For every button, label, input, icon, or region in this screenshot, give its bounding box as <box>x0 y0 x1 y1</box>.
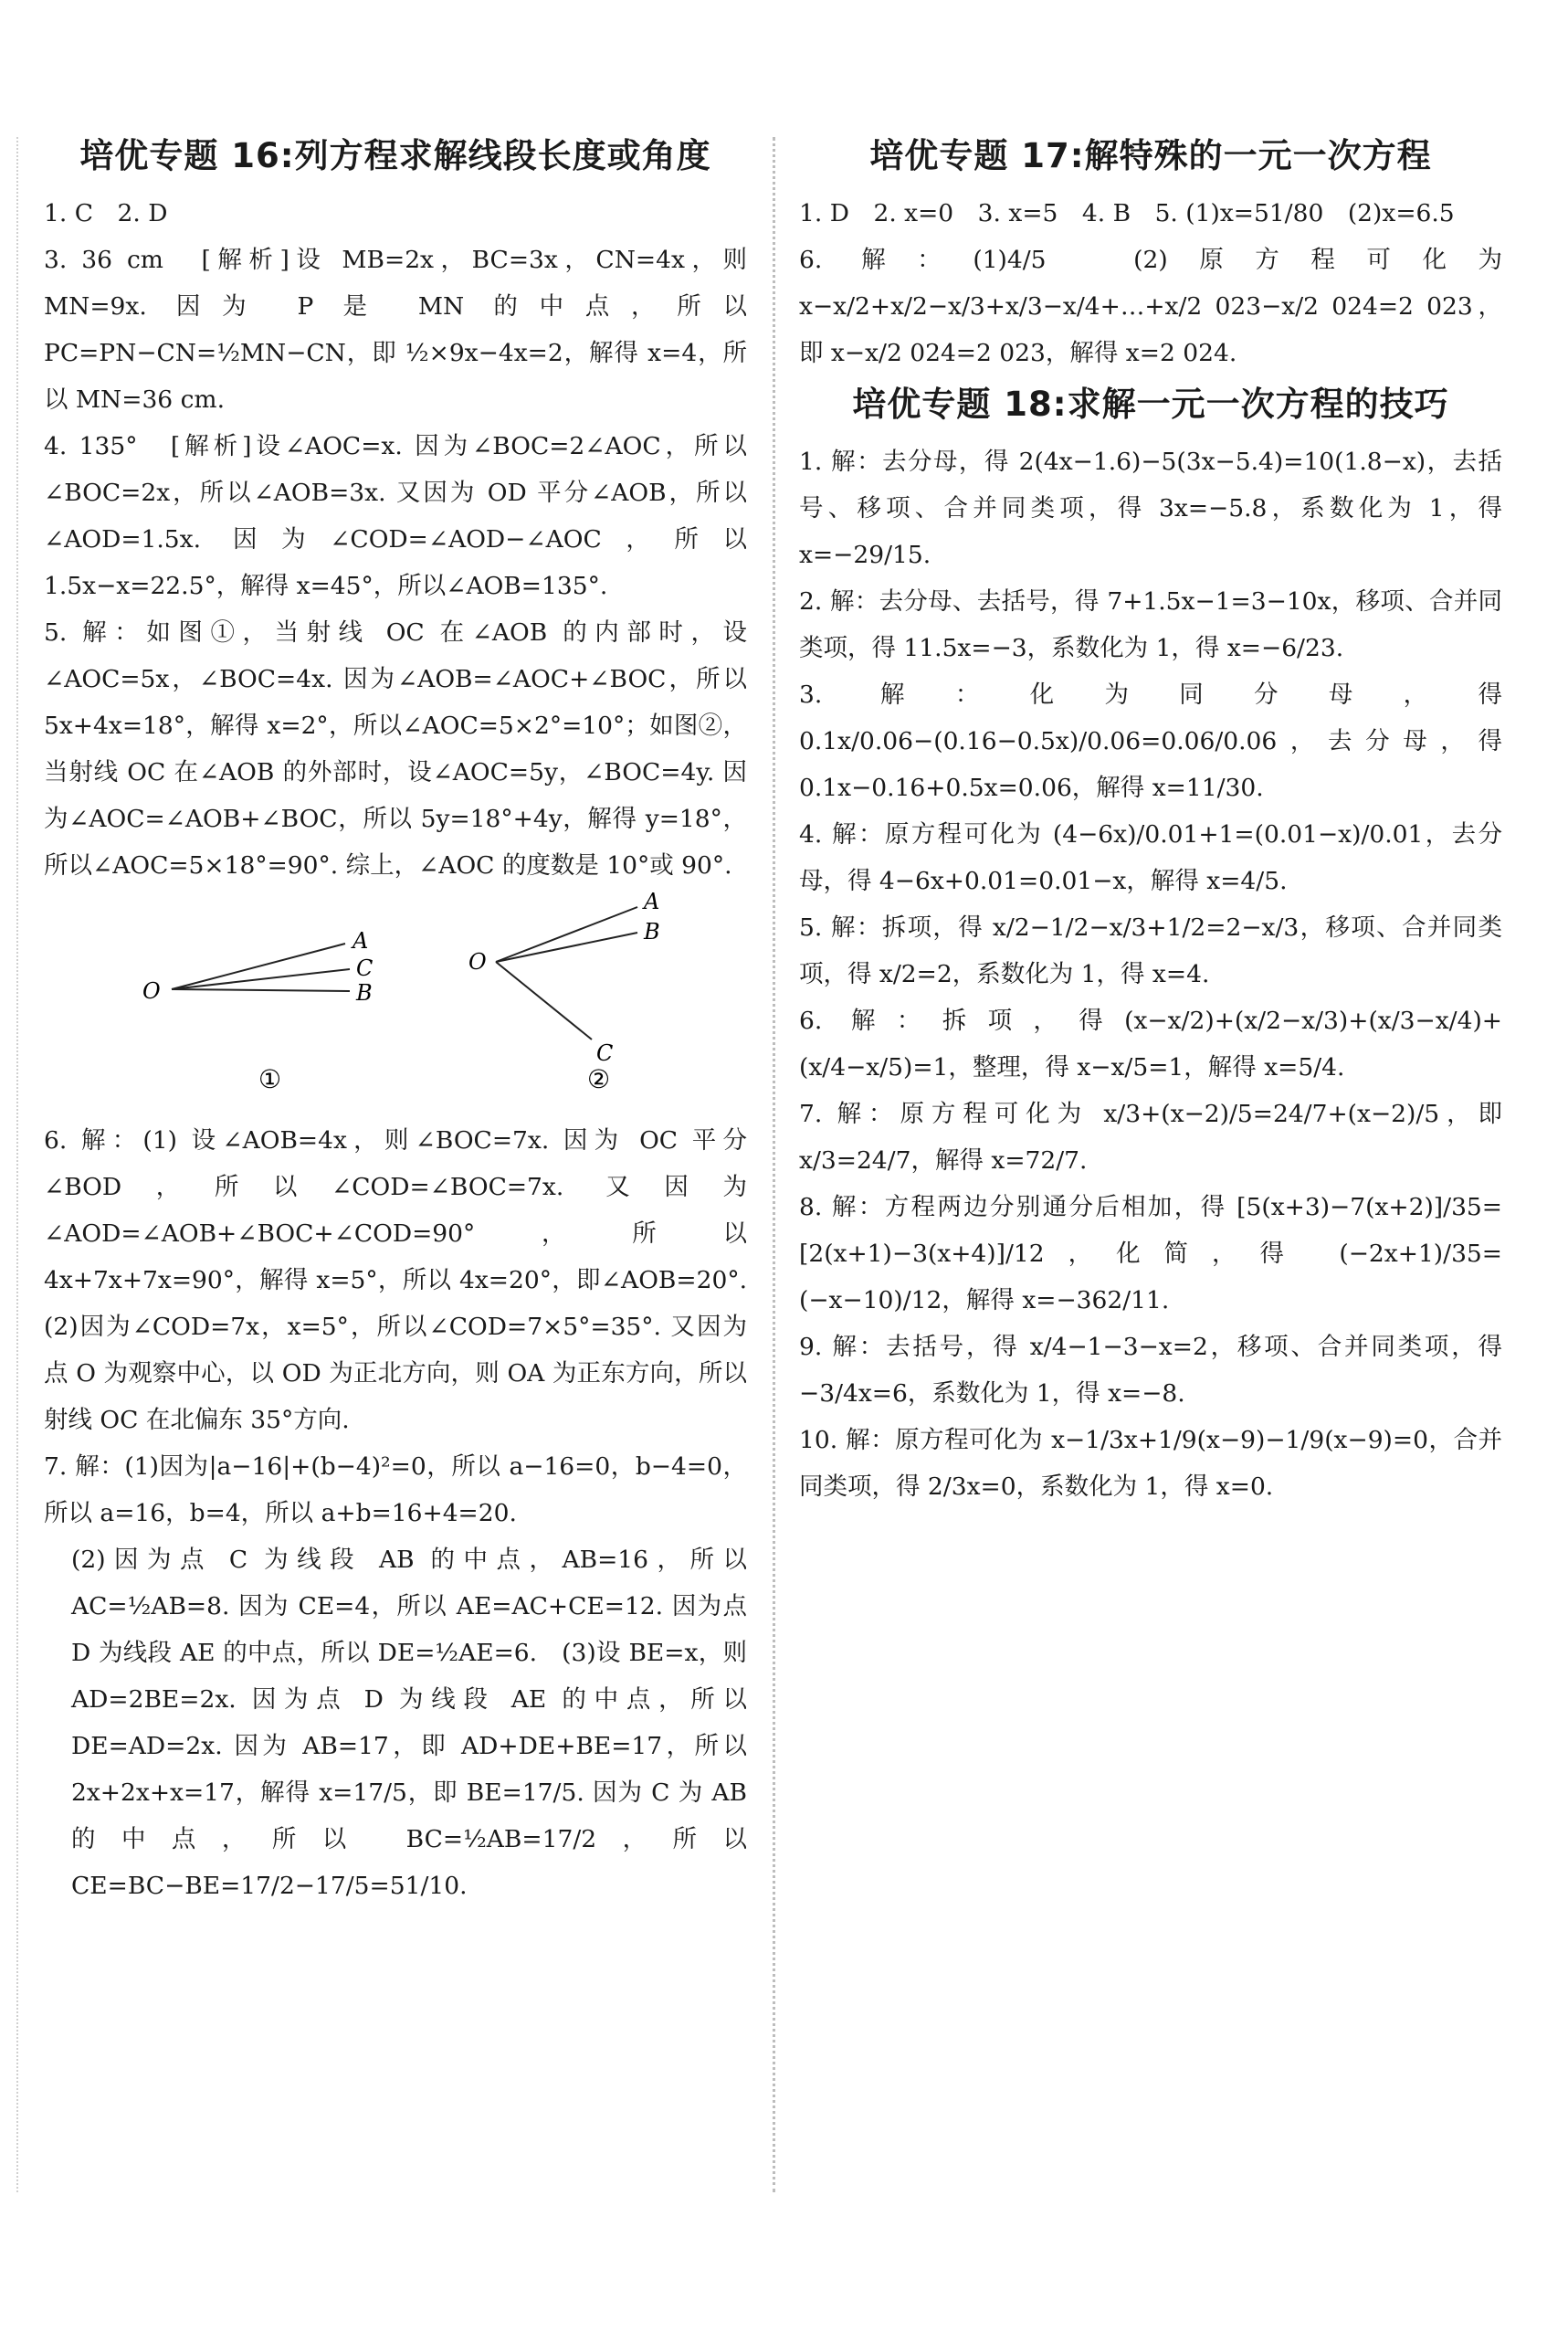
answer-item: 6. 解：(1) 设∠AOB=4x，则∠BOC=7x. 因为 OC 平分∠BOD，所以∠COD=∠BOC=7x. 又因为∠AOD=∠AOB+∠BOC+∠COD=90°，所以 4x+7x+7x=90°，解得 x=5°，所以 4x=20°，即∠AOB=20°. (2)因为∠COD=7x，x=5°，所以∠COD=7×5°=35°. 又因为点 O 为观察中心，以 OD 为正北方向，则 OA 为正东方向，所以射线 OC 在北偏东 35°方向. <box>44 1126 772 1434</box>
answer-item: 8. 解：方程两边分别通分后相加，得 [5(x+3)−7(x+2)]/35=[2(x+1)−3(x+4)]/12，化简，得 (−2x+1)/35=(−x−10)/12，解得 x=−362/11. <box>799 1193 1502 1314</box>
answer-item: 6. 解：(1)4/5 (2)原方程可化为 x−x/2+x/2−x/3+x/3−x/4+…+x/2 023−x/2 024=2 023，即 x−x/2 024=2 023，解得 x=2 024. <box>799 246 1502 367</box>
section-title-16: 培优专题 16:列方程求解线段长度或角度 <box>79 136 711 175</box>
label-c: C <box>356 955 374 981</box>
left-column <box>44 128 772 1909</box>
answer-item: 1. C 2. D <box>44 199 168 227</box>
label-a: A <box>644 889 660 914</box>
right-column <box>799 128 1502 1510</box>
figure-1 <box>142 928 373 1094</box>
answer-item: 1. 解：去分母，得 2(4x−1.6)−5(3x−5.4)=10(1.8−x)，去括号、移项、合并同类项，得 3x=−5.8，系数化为 1，得 x=−29/15. <box>799 448 1502 569</box>
section-title-17: 培优专题 17:解特殊的一元一次方程 <box>869 136 1432 175</box>
figure-2 <box>468 889 660 1094</box>
answer-item: 5. 解：如图①，当射线 OC 在∠AOB 的内部时，设∠AOC=5x，∠BOC=4x. 因为∠AOB=∠AOC+∠BOC，所以 5x+4x=18°，解得 x=2°，所以∠AOC=5×2°=10°；如图②，当射线 OC 在∠AOB 的外部时，设∠AOC=5y，∠BOC=4y. 因为∠AOC=∠AOB+∠BOC，所以 5y=18°+4y，解得 y=18°，所以∠AOC=5×18°=90°. 综上，∠AOC 的度数是 10°或 90°. <box>44 618 747 880</box>
section-title-18: 培优专题 18:求解一元一次方程的技巧 <box>852 385 1449 424</box>
answer-item: 4. 135° [解析]设∠AOC=x. 因为∠BOC=2∠AOC，所以∠BOC=2x，所以∠AOB=3x. 又因为 OD 平分∠AOB，所以∠AOD=1.5x. 因为∠COD=∠AOD−∠AOC，所以 1.5x−x=22.5°，解得 x=45°，所以∠AOB=135°. <box>44 432 747 600</box>
label-o: O <box>468 949 487 975</box>
answer-item: 7. 解：原方程可化为 x/3+(x−2)/5=24/7+(x−2)/5，即 x/3=24/7，解得 x=72/7. <box>799 1100 1502 1175</box>
label-o: O <box>142 978 161 1004</box>
answer-item: (2)因为点 C 为线段 AB 的中点，AB=16，所以 AC=½AB=8. 因为 CE=4，所以 AE=AC+CE=12. 因为点 D 为线段 AE 的中点，所以 DE=½AE=6. (3)设 BE=x，则 AD=2BE=2x. 因为点 D 为线段 AE 的中点，所以 DE=AD=2x. 因为 AB=17，即 AD+DE+BE=17，所以 2x+2x+x=17，解得 x=17/5，即 BE=17/5. 因为 C 为 AB 的中点，所以 BC=½AB=17/2，所以 CE=BC−BE=17/2−17/5=51/10. <box>71 1546 747 1900</box>
label-b: B <box>356 980 373 1006</box>
answer-item: 5. 解：拆项，得 x/2−1/2−x/3+1/2=2−x/3，移项、合并同类项，得 x/2=2，系数化为 1，得 x=4. <box>799 913 1502 988</box>
label-a: A <box>353 928 369 954</box>
answer-item: 10. 解：原方程可化为 x−1/3x+1/9(x−9)−1/9(x−9)=0，合并同类项，得 2/3x=0，系数化为 1，得 x=0. <box>799 1426 1502 1501</box>
caption-2: ② <box>587 1064 611 1094</box>
answer-item: 1. D 2. x=0 3. x=5 4. B 5. (1)x=51/80 (2)x=6.5 <box>799 199 1455 227</box>
answer-item: 3. 36 cm [解析]设 MB=2x，BC=3x，CN=4x，则 MN=9x. 因为 P 是 MN 的中点，所以 PC=PN−CN=½MN−CN，即 ½×9x−4x=2，解得 x=4，所以 MN=36 cm. <box>44 246 747 414</box>
answer-item: 3. 解：化为同分母，得 0.1x/0.06−(0.16−0.5x)/0.06=0.06/0.06，去分母，得 0.1x−0.16+0.5x=0.06，解得 x=11/30. <box>799 681 1502 802</box>
answer-item: 9. 解：去括号，得 x/4−1−3−x=2，移项、合并同类项，得 −3/4x=6，系数化为 1，得 x=−8. <box>799 1333 1502 1408</box>
label-c: C <box>596 1040 614 1066</box>
caption-1: ① <box>258 1064 282 1094</box>
answer-item: 2. 解：去分母、去括号，得 7+1.5x−1=3−10x，移项、合并同类项，得 11.5x=−3，系数化为 1，得 x=−6/23. <box>799 587 1502 662</box>
answer-item: 4. 解：原方程可化为 (4−6x)/0.01+1=(0.01−x)/0.01，去分母，得 4−6x+0.01=0.01−x，解得 x=4/5. <box>799 820 1502 895</box>
column-divider <box>773 137 775 2192</box>
left-margin-rule <box>16 137 18 2192</box>
answer-item: 6. 解：拆项，得(x−x/2)+(x/2−x/3)+(x/3−x/4)+(x/4−x/5)=1，整理，得 x−x/5=1，解得 x=5/4. <box>799 1007 1502 1082</box>
label-b: B <box>644 919 660 945</box>
angle-diagram <box>99 889 692 1117</box>
angle-figures <box>44 889 747 1117</box>
answer-item: 7. 解：(1)因为|a−16|+(b−4)²=0，所以 a−16=0，b−4=0，所以 a=16，b=4，所以 a+b=16+4=20. <box>44 1452 747 1527</box>
